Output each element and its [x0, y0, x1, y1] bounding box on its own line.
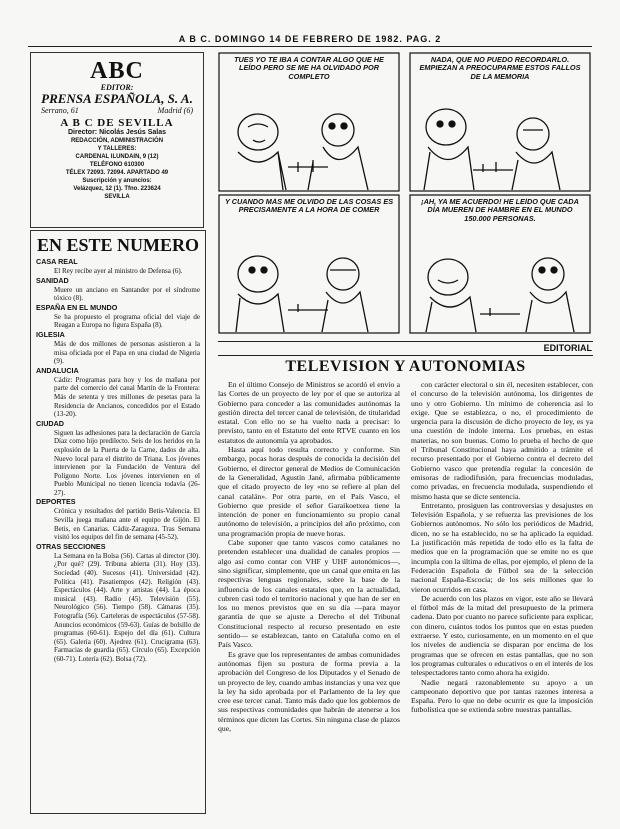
- index-heading: CIUDAD: [36, 418, 64, 428]
- cartoon-bubble-2: [414, 56, 586, 96]
- index-text: Crónica y resultados del partido Betis-Valencia. El Sevilla juega mañana ante el equipo de Gijón. El Betis, en Canarias. Cádiz-Zaragoza. Tras Semana visitó los equipos del fin de semana (45-52).: [54, 507, 200, 542]
- editorial-label: EDITORIAL: [543, 343, 592, 353]
- page-header: A B C. DOMINGO 14 DE FEBRERO DE 1982. PAG. 2: [178, 34, 442, 44]
- bubble-text: Y CUANDO MÁS ME OLVIDO DE LAS COSAS ES PRECISAMENTE A LA HORA DE COMER: [224, 198, 394, 215]
- masthead-line: TELÉFONO 610300: [89, 162, 145, 168]
- index-heading: OTRAS SECCIONES: [36, 541, 106, 551]
- index-text: Cádiz: Programas para hoy y los de mañana por parte del comercio del canal Martín de la Frontera: Más de setenta y tres millones de pesetas para la Residencia de Ancianos, concedidos por el Estado (13-20).: [54, 375, 200, 419]
- masthead-line: CARDENAL ILUNDAIN, 9 (12): [75, 154, 159, 160]
- masthead-line: TÉLEX 72093. 72094. APARTADO 49: [65, 170, 169, 176]
- editorial-column-2: [411, 380, 593, 810]
- masthead-line: REDACCIÓN, ADMINISTRACIÓN: [70, 138, 164, 144]
- masthead-line: SEVILLA: [104, 194, 130, 200]
- index-text: Muere un anciano en Santander por el síndrome tóxico (8).: [54, 285, 200, 303]
- editor-label: EDITOR:: [100, 83, 134, 92]
- index-text: La Semana en la Bolsa (56). Cartas al director (30). ¿Por qué? (29). Tribuna abierta (31). Hoy (33). Sociedad (40). Sucesos (41). Universidad (42). Política (41). Pasatiempos (42). Religión (43). Espectáculos (44). Arte y artistas (44). La época musical (43). Radio (45). Televisión (55). Neurológico (56). Tiempo (58). Cámaras (35). Fotografía (56). Carteleras de espectáculos (57-58). Anuncios económicos (59-63). Guías de bolsillo de programas (60-61). Espejo del día (61). Cultura (65). Galería (60). Ajedrez (61). Crucigrama (63). Farmacias de guardia (65). Círculo (65). Excepción (60-71). Lotería (62). Bolsa (72).: [54, 551, 200, 663]
- index-box: [30, 230, 206, 814]
- address-street: Serrano, 61: [41, 106, 79, 115]
- editorial-paragraph: Entretanto, prosiguen las controversias y desajustes en Televisión Española, y se refuerza las previsiones de los Gobiernos autónomos. No sólo los periódicos de Madrid, dicen, no se ha establecido, no se ha aplicado la equidad. La justificación más repetida de todo ello es la falta de medios que en la programación que se emite no es que incumpla con la última de ellas, por ejemplo, el pleno de la Federación Española de Fútbol sea de la selección nacional España-Escocia; de los seis millones que lo vieron ocurridos en casa.: [411, 500, 593, 594]
- editorial-paragraph: Nadie negará razonablemente su apoyo a un campeonato deportivo que por tantas razones interesa a España. Pero lo que no debe ocurrir es que la imposición futbolística que se extienda sobre nuestras pantallas.: [411, 677, 593, 715]
- masthead-line: Suscripción y anuncios:: [82, 178, 152, 184]
- index-text: Más de dos millones de personas asistieron a la misa oficiada por el Papa en una ciudad de Nigeria (9).: [54, 339, 200, 366]
- editorial-paragraph: Hasta aquí todo resulta correcto y conforme. Sin embargo, pocas horas después de conocida la decisión del Gobierno, el director general de Medios de Comunicación de la Generalidad, Agustín Jané, afirmaba públicamente que el citado proyecto de ley «no se refiere al plan del canal catalán». Por otra parte, en el País Vasco, el Gobierno que preside el señor Garaikoetxea tiene la intención de poner en funcionamiento su propio canal autónomo de televisión, a principios del año próximo, con una programación propia de nueve horas.: [218, 445, 400, 538]
- editorial-headline: TELEVISION Y AUTONOMIAS: [285, 358, 526, 375]
- address-city: Madrid (6): [157, 106, 193, 115]
- masthead-box: [30, 52, 204, 228]
- index-heading: IGLESIA: [36, 329, 65, 339]
- index-heading: ANDALUCIA: [36, 365, 79, 375]
- publisher-address: [31, 106, 203, 115]
- cartoon-bubble-4: [414, 198, 586, 246]
- index-title: EN ESTE NUMERO: [37, 235, 200, 255]
- header-rule: [28, 46, 592, 47]
- cartoon-bubble-3: [224, 198, 394, 238]
- director-line: Director: Nicolás Jesús Salas: [67, 129, 167, 136]
- index-heading: CASA REAL: [36, 257, 78, 266]
- editorial-paragraph: Cabe suponer que tanto vascos como catalanes no pretenden establecer una dualidad de canales propios —algo así como contar con VHF y UHF autonómicos—, sino significar, simplemente, que un canal que emita en las respectivas lenguas regionales, sobre la base de la influencia de los canales estatales que, en la actualidad, cubren casi todo el territorio nacional y que han de ser en los no menos previstos que en su día —para mayor garantía de que se ajuste a Derecho el del Tribunal Constitucional respecto al recurso presentado en este sentido— se establezcan, tanto en Cataluña como en el País Vasco.: [218, 538, 400, 650]
- bubble-text: NADA, QUE NO PUEDO RECORDARLO. EMPIEZAN A PREOCUPARME ESTOS FALLOS DE LA MEMORIA: [419, 56, 581, 81]
- cartoon-bubble-1: [224, 56, 394, 96]
- index-text: El Rey recibe ayer al ministro de Defensa (6).: [54, 267, 183, 275]
- editorial-rule-bottom: [218, 355, 593, 356]
- abc-logo: ABC: [90, 58, 144, 84]
- index-heading: SANIDAD: [36, 275, 69, 285]
- index-heading: DEPORTES: [36, 497, 76, 507]
- bubble-text: TUES YO TE IBA A CONTAR ALGO QUE HE LEÍDO PERO SE ME HA OLVIDADO POR COMPLETO: [234, 56, 384, 81]
- editorial-paragraph: Es grave que los representantes de ambas comunidades autónomas fijen su postura de forma previa a la aprobación del Congreso de los Diputados y el Senado de un proyecto de ley, cuando ambas instancias y una vez que la ley ha sido aprobada por el Parlamento de la ley que cree ese tercer canal. Tanto más dado que los gobiernos de sus respectivas comunidades que habrán de atenerse a los términos que dicten las Cortes. Sin ninguna clase de plazos que,: [218, 649, 400, 733]
- masthead-line: Y TALLERES:: [97, 146, 137, 152]
- editorial-paragraph: En el último Consejo de Ministros se acordó el envío a las Cortes de un proyecto de ley por el que se autoriza al Gobierno para conceder a las comunidades autónomas la gestión directa del tercer canal de televisión, de titularidad estatal. Con ello no se ha vuelto nada a precisar: lo previsto, tanto en el Estatuto del ente RTVE cuanto en los estatutos de autonomía ya aprobados.: [218, 380, 400, 445]
- editorial-column-1: [218, 380, 400, 810]
- publisher-name: PRENSA ESPAÑOLA, S. A.: [41, 91, 193, 106]
- editorial-paragraph: con carácter electoral o sin él, necesiten establecer, con el concurso de la televisión autónoma, los dirigentes de uno y otro Gobierno. Un mínimo de coherencia así lo exige. Que se establezca, o no, el procedimiento de urgencia para la discusión de dicho proyecto de ley, es ya una cuestión de índole interna. Los pruebas, en estas materias, no son buenas. Como lo prueba el hecho de que el Tribunal Constitucional haya admitido a trámite el recurso presentado por el Gobierno contra el decreto del Gobierno vasco que pretendía regular la concesión de emisoras de radiodifusión, para frecuencias moduladas, como privadas, en frecuencia modulada, suspendiendo el mismo hasta que se dicte sentencia.: [411, 380, 593, 501]
- index-heading: ESPAÑA EN EL MUNDO: [36, 302, 118, 312]
- sevilla-title: A B C DE SEVILLA: [60, 117, 174, 129]
- masthead-line: Velázquez, 12 (1). Tfno. 223624: [73, 186, 161, 192]
- index-text: Se ha propuesto el programa oficial del viaje de Reagan a Europa no figura España (8).: [54, 312, 200, 330]
- index-body: [31, 257, 205, 664]
- bubble-text: ¡AH, YA ME ACUERDO! HE LEÍDO QUE CADA DÍA MUEREN DE HAMBRE EN EL MUNDO 150.000 PERSONAS.: [421, 198, 579, 223]
- index-text: Siguen las adhesiones para la declaración de García Díaz como hijo predilecto. Seis de los heridos en la explosión de la Puerta de la Carne, dados de alta. Nuevo local para el distrito de Triana. Los jóvenes intervienen por la Fundación de Ventura del Polígono Norte. Los jóvenes intervienen en el Pueblo Municipal no tienen licencia todavía (26-27).: [54, 428, 200, 497]
- editorial-paragraph: De acuerdo con los plazos en vigor, este año se llevará el fútbol más de la mitad del presupuesto de la primera cadena. Dato por cuanto no parece suficiente para explicar, con dinero, cuántos todos los puntos que en estas pueden extraerse. Y esto, curiosamente, en un momento en el que los niveles de audiencia se disparan por encima de los programas que se ofrecen en estas pantallas, que no son los programas culturales o educativos o en el interés de los telespectadores tanto como ahora ha exigido.: [411, 593, 593, 678]
- cartoon-strip: [218, 52, 593, 334]
- editorial-rule-top: [218, 341, 593, 342]
